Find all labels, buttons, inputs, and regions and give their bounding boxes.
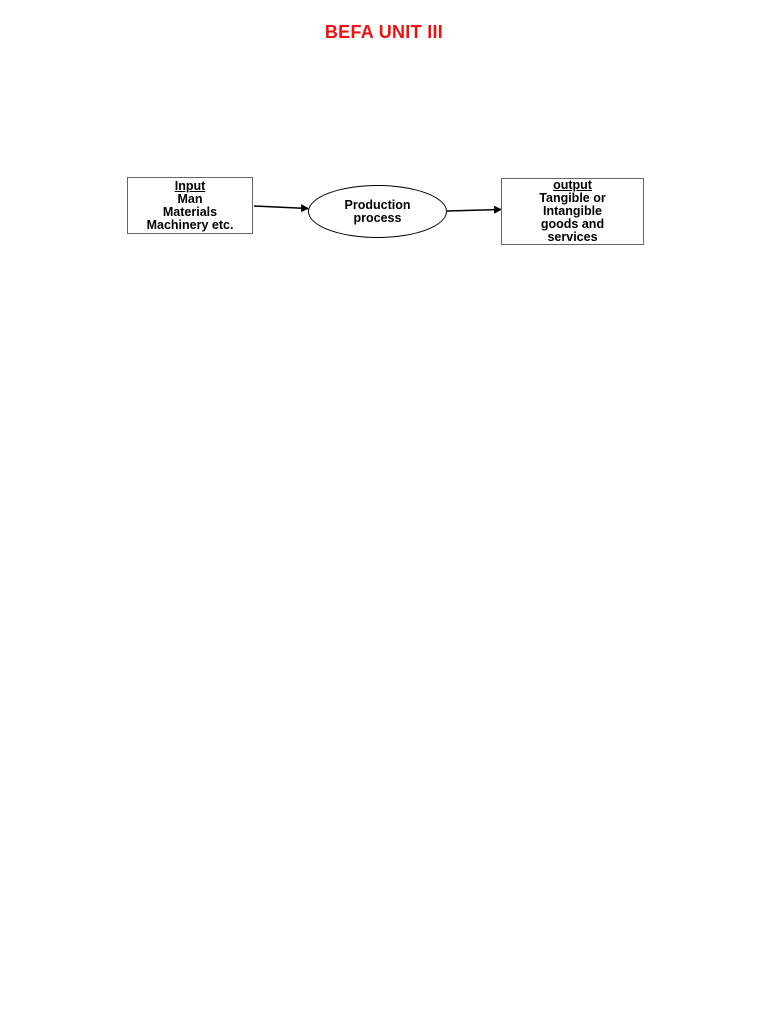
output-line-2: Intangible — [542, 204, 603, 218]
output-line-3: goods and — [540, 217, 605, 231]
arrow-input-to-process — [254, 206, 308, 209]
output-heading: output — [553, 178, 592, 192]
input-box — [127, 177, 253, 234]
arrow-process-to-output — [447, 210, 501, 212]
input-line-man: Man — [177, 191, 203, 206]
input-heading: Input — [174, 178, 206, 193]
page-title: BEFA UNIT III — [324, 22, 444, 42]
output-line-1: Tangible or — [539, 191, 606, 205]
input-line-materials: Materials — [162, 204, 218, 219]
output-box — [501, 178, 644, 245]
process-line-1: Production — [344, 197, 411, 212]
input-line-machinery: Machinery etc. — [146, 217, 234, 232]
production-process-node — [308, 185, 447, 238]
output-line-4: services — [547, 230, 598, 244]
process-line-2: process — [353, 210, 402, 225]
